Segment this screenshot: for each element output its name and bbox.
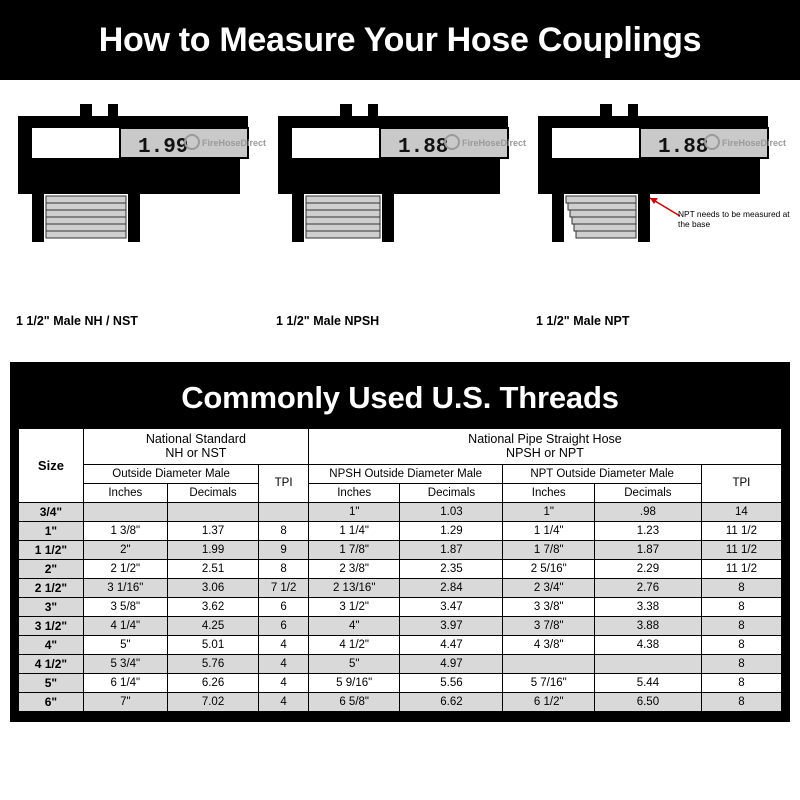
cell-npsh-decimals: 3.97 bbox=[400, 616, 503, 635]
cell-nh-inches: 4 1/4" bbox=[83, 616, 167, 635]
cell-size: 3 1/2" bbox=[19, 616, 84, 635]
cell-size: 2" bbox=[19, 559, 84, 578]
th-nh-od: Outside Diameter Male bbox=[83, 464, 258, 483]
th-nh-inches: Inches bbox=[83, 483, 167, 502]
table-title: Commonly Used U.S. Threads bbox=[181, 380, 619, 415]
cell-size: 5" bbox=[19, 673, 84, 692]
threads-table bbox=[18, 428, 782, 712]
cell-nh-decimals: 5.76 bbox=[167, 654, 259, 673]
cell-nh-inches: 2 1/2" bbox=[83, 559, 167, 578]
th-npsh-inches: Inches bbox=[308, 483, 400, 502]
table-header-units bbox=[19, 483, 782, 502]
cell-nh-inches: 6 1/4" bbox=[83, 673, 167, 692]
cell-npsh-decimals: 2.35 bbox=[400, 559, 503, 578]
thread-profile-1 bbox=[46, 196, 126, 238]
figure-nh-nst bbox=[10, 98, 270, 338]
cell-npt-decimals: 3.38 bbox=[595, 597, 702, 616]
cell-npt-tpi: 11 1/2 bbox=[701, 559, 781, 578]
table-row bbox=[19, 521, 782, 540]
watermark-1: FireHoseDirect bbox=[202, 138, 267, 148]
cell-npt-tpi: 8 bbox=[701, 597, 781, 616]
th-npsh-decimals: Decimals bbox=[400, 483, 503, 502]
cell-npt-inches: 5 7/16" bbox=[503, 673, 595, 692]
cell-nh-tpi: 7 1/2 bbox=[259, 578, 309, 597]
caliper-reading-3: 1.88 bbox=[658, 136, 709, 159]
thread-profile-2 bbox=[306, 196, 380, 238]
table-header-subgroups bbox=[19, 464, 782, 483]
cell-npt-decimals: .98 bbox=[595, 502, 702, 521]
cell-nh-inches: 2" bbox=[83, 540, 167, 559]
cell-nh-tpi: 4 bbox=[259, 654, 309, 673]
caliper-illustration-1 bbox=[10, 98, 272, 298]
cell-npsh-decimals: 1.29 bbox=[400, 521, 503, 540]
cell-npt-inches: 1 7/8" bbox=[503, 540, 595, 559]
dimension-label-3: 1 7/8" bbox=[658, 168, 694, 183]
cell-nh-inches: 5 3/4" bbox=[83, 654, 167, 673]
note-pointer-arrow bbox=[650, 198, 658, 204]
cell-npt-tpi: 8 bbox=[701, 673, 781, 692]
cell-npt-decimals: 4.38 bbox=[595, 635, 702, 654]
cell-npt-inches: 3 3/8" bbox=[503, 597, 595, 616]
cell-npsh-inches: 2 3/8" bbox=[308, 559, 400, 578]
cell-npt-tpi: 8 bbox=[701, 654, 781, 673]
figure-npt bbox=[530, 98, 790, 338]
cell-npt-inches bbox=[503, 654, 595, 673]
cell-npt-tpi: 11 1/2 bbox=[701, 540, 781, 559]
th-size: Size bbox=[19, 429, 84, 503]
th-npt-od: NPT Outside Diameter Male bbox=[503, 464, 701, 483]
cell-npsh-decimals: 1.03 bbox=[400, 502, 503, 521]
cell-npt-tpi: 11 1/2 bbox=[701, 521, 781, 540]
th-npt-inches: Inches bbox=[503, 483, 595, 502]
table-row bbox=[19, 692, 782, 711]
figure-npsh bbox=[270, 98, 530, 338]
cell-nh-decimals: 1.99 bbox=[167, 540, 259, 559]
cell-npt-inches: 2 5/16" bbox=[503, 559, 595, 578]
cell-nh-inches: 3 5/8" bbox=[83, 597, 167, 616]
table-row bbox=[19, 559, 782, 578]
npt-note-text: NPT needs to be measured at the base bbox=[678, 209, 790, 229]
page-banner bbox=[0, 0, 800, 80]
cell-npsh-inches: 6 5/8" bbox=[308, 692, 400, 711]
cell-npt-decimals: 3.88 bbox=[595, 616, 702, 635]
cell-nh-inches: 3 1/16" bbox=[83, 578, 167, 597]
table-body bbox=[19, 502, 782, 711]
table-row bbox=[19, 616, 782, 635]
cell-nh-tpi: 4 bbox=[259, 673, 309, 692]
cell-npsh-inches: 3 1/2" bbox=[308, 597, 400, 616]
cell-npsh-inches: 1" bbox=[308, 502, 400, 521]
cell-npt-decimals: 6.50 bbox=[595, 692, 702, 711]
cell-npsh-decimals: 2.84 bbox=[400, 578, 503, 597]
cell-nh-inches: 7" bbox=[83, 692, 167, 711]
cell-npsh-decimals: 6.62 bbox=[400, 692, 503, 711]
cell-npsh-inches: 4" bbox=[308, 616, 400, 635]
cell-npsh-inches: 5" bbox=[308, 654, 400, 673]
cell-npsh-decimals: 4.47 bbox=[400, 635, 503, 654]
cell-npt-decimals: 5.44 bbox=[595, 673, 702, 692]
cell-npt-tpi: 8 bbox=[701, 635, 781, 654]
cell-size: 4 1/2" bbox=[19, 654, 84, 673]
cell-nh-tpi: 6 bbox=[259, 616, 309, 635]
cell-npt-decimals: 1.23 bbox=[595, 521, 702, 540]
cell-npsh-inches: 1 7/8" bbox=[308, 540, 400, 559]
cell-npt-decimals: 2.76 bbox=[595, 578, 702, 597]
cell-nh-decimals: 5.01 bbox=[167, 635, 259, 654]
cell-npt-decimals: 1.87 bbox=[595, 540, 702, 559]
cell-npt-inches: 3 7/8" bbox=[503, 616, 595, 635]
thread-profile-3 bbox=[566, 196, 636, 238]
caliper-illustration-3 bbox=[530, 98, 792, 298]
table-header-groups bbox=[19, 429, 782, 465]
cell-npt-tpi: 8 bbox=[701, 692, 781, 711]
watermark-2: FireHoseDirect bbox=[462, 138, 527, 148]
th-group-nh: National Standard NH or NST bbox=[83, 429, 308, 465]
cell-nh-decimals: 2.51 bbox=[167, 559, 259, 578]
cell-nh-decimals: 7.02 bbox=[167, 692, 259, 711]
th-npsh-od: NPSH Outside Diameter Male bbox=[308, 464, 503, 483]
table-row bbox=[19, 578, 782, 597]
th-nh-tpi: TPI bbox=[259, 464, 309, 502]
cell-nh-tpi: 4 bbox=[259, 692, 309, 711]
cell-nh-tpi: 8 bbox=[259, 559, 309, 578]
threads-table-block bbox=[10, 362, 790, 722]
caliper-reading-1: 1.99 bbox=[138, 136, 189, 159]
caliper-reading-2: 1.88 bbox=[398, 136, 449, 159]
cell-nh-inches: 5" bbox=[83, 635, 167, 654]
table-row bbox=[19, 540, 782, 559]
dimension-label-2: 1 7/8" bbox=[402, 168, 438, 183]
cell-nh-tpi: 4 bbox=[259, 635, 309, 654]
cell-nh-decimals: 3.06 bbox=[167, 578, 259, 597]
th-group-npsh: National Pipe Straight Hose NPSH or NPT bbox=[308, 429, 781, 465]
page-title: How to Measure Your Hose Couplings bbox=[98, 20, 702, 59]
figure-caption-2: 1 1/2" Male NPSH bbox=[276, 314, 380, 328]
cell-nh-tpi: 9 bbox=[259, 540, 309, 559]
cell-nh-decimals bbox=[167, 502, 259, 521]
cell-size: 1 1/2" bbox=[19, 540, 84, 559]
table-row bbox=[19, 502, 782, 521]
cell-npsh-inches: 4 1/2" bbox=[308, 635, 400, 654]
cell-nh-tpi: 6 bbox=[259, 597, 309, 616]
caliper-illustration-2 bbox=[270, 98, 532, 298]
cell-size: 4" bbox=[19, 635, 84, 654]
cell-npt-tpi: 8 bbox=[701, 616, 781, 635]
cell-npt-inches: 1 1/4" bbox=[503, 521, 595, 540]
cell-size: 6" bbox=[19, 692, 84, 711]
cell-nh-tpi bbox=[259, 502, 309, 521]
dimension-label-1: 2" bbox=[148, 168, 162, 183]
cell-size: 1" bbox=[19, 521, 84, 540]
cell-npt-decimals: 2.29 bbox=[595, 559, 702, 578]
cell-nh-inches bbox=[83, 502, 167, 521]
cell-nh-decimals: 1.37 bbox=[167, 521, 259, 540]
cell-npsh-decimals: 4.97 bbox=[400, 654, 503, 673]
cell-npsh-decimals: 1.87 bbox=[400, 540, 503, 559]
cell-npt-inches: 1" bbox=[503, 502, 595, 521]
cell-nh-decimals: 4.25 bbox=[167, 616, 259, 635]
figure-caption-1: 1 1/2" Male NH / NST bbox=[16, 314, 138, 328]
figure-caption-3: 1 1/2" Male NPT bbox=[536, 314, 630, 328]
cell-size: 3" bbox=[19, 597, 84, 616]
cell-npt-decimals bbox=[595, 654, 702, 673]
cell-size: 3/4" bbox=[19, 502, 84, 521]
cell-npt-inches: 4 3/8" bbox=[503, 635, 595, 654]
cell-nh-inches: 1 3/8" bbox=[83, 521, 167, 540]
cell-npsh-inches: 2 13/16" bbox=[308, 578, 400, 597]
watermark-3: FireHoseDirect bbox=[722, 138, 787, 148]
cell-size: 2 1/2" bbox=[19, 578, 84, 597]
table-row bbox=[19, 654, 782, 673]
diagram-strip bbox=[0, 80, 800, 338]
table-row bbox=[19, 597, 782, 616]
table-row bbox=[19, 635, 782, 654]
cell-npsh-inches: 5 9/16" bbox=[308, 673, 400, 692]
cell-npsh-decimals: 3.47 bbox=[400, 597, 503, 616]
th-npt-decimals: Decimals bbox=[595, 483, 702, 502]
cell-npsh-decimals: 5.56 bbox=[400, 673, 503, 692]
cell-npt-tpi: 14 bbox=[701, 502, 781, 521]
cell-nh-tpi: 8 bbox=[259, 521, 309, 540]
cell-nh-decimals: 6.26 bbox=[167, 673, 259, 692]
cell-nh-decimals: 3.62 bbox=[167, 597, 259, 616]
th-nh-decimals: Decimals bbox=[167, 483, 259, 502]
th-npt-tpi: TPI bbox=[701, 464, 781, 502]
cell-npt-tpi: 8 bbox=[701, 578, 781, 597]
cell-npsh-inches: 1 1/4" bbox=[308, 521, 400, 540]
cell-npt-inches: 2 3/4" bbox=[503, 578, 595, 597]
cell-npt-inches: 6 1/2" bbox=[503, 692, 595, 711]
table-row bbox=[19, 673, 782, 692]
